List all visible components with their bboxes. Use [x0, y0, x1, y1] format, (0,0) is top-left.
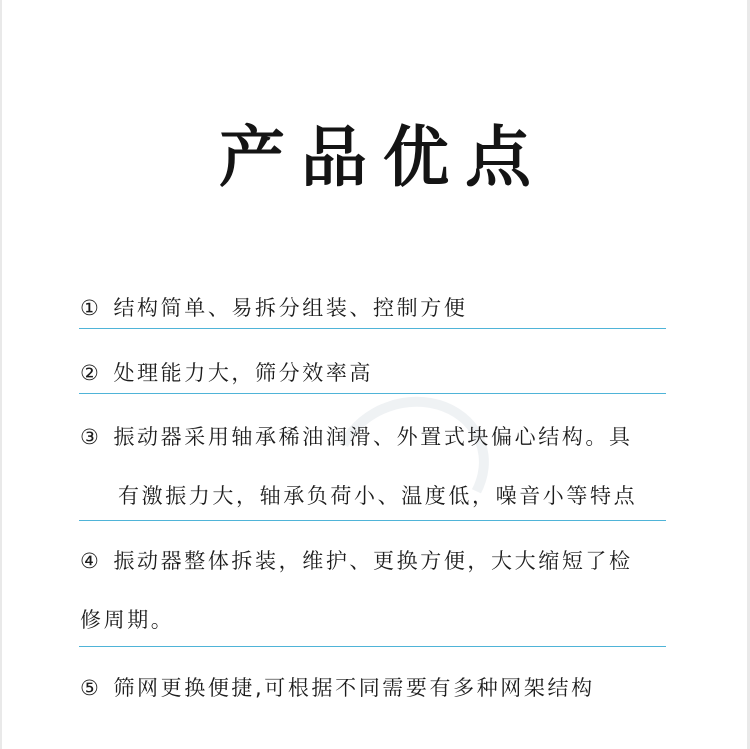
left-edge-border [0, 0, 2, 749]
item-text: 处理能力大，筛分效率高 [113, 361, 374, 385]
divider-1 [79, 328, 666, 329]
item-number: ② [80, 361, 102, 385]
list-item-3-continuation: 有激振力大，轴承负荷小、温度低，噪音小等特点 [118, 484, 638, 508]
watermark-logo [100, 398, 680, 538]
item-number: ④ [80, 549, 102, 573]
item-text: 振动器整体拆装，维护、更换方便，大大缩短了检 [113, 549, 633, 573]
item-number: ⑤ [80, 676, 102, 700]
item-number: ③ [80, 425, 102, 449]
list-item-4-continuation: 修周期。 [80, 608, 175, 632]
divider-2 [79, 393, 666, 394]
list-item-4 [80, 545, 633, 577]
page-title: 产品优点 [219, 119, 547, 196]
list-item-1 [80, 292, 467, 324]
list-item-5 [80, 672, 595, 704]
watermark-swirl-icon [311, 375, 509, 561]
item-text: 结构简单、易拆分组装、控制方便 [113, 296, 468, 320]
item-text: 振动器采用轴承稀油润滑、外置式块偏心结构。具 [113, 425, 633, 449]
divider-3 [79, 520, 666, 521]
item-number: ① [80, 296, 102, 320]
list-item-2 [80, 357, 373, 389]
list-item-3 [80, 421, 633, 453]
divider-4 [79, 646, 666, 647]
item-text: 筛网更换便捷,可根据不同需要有多种网架结构 [113, 676, 595, 700]
